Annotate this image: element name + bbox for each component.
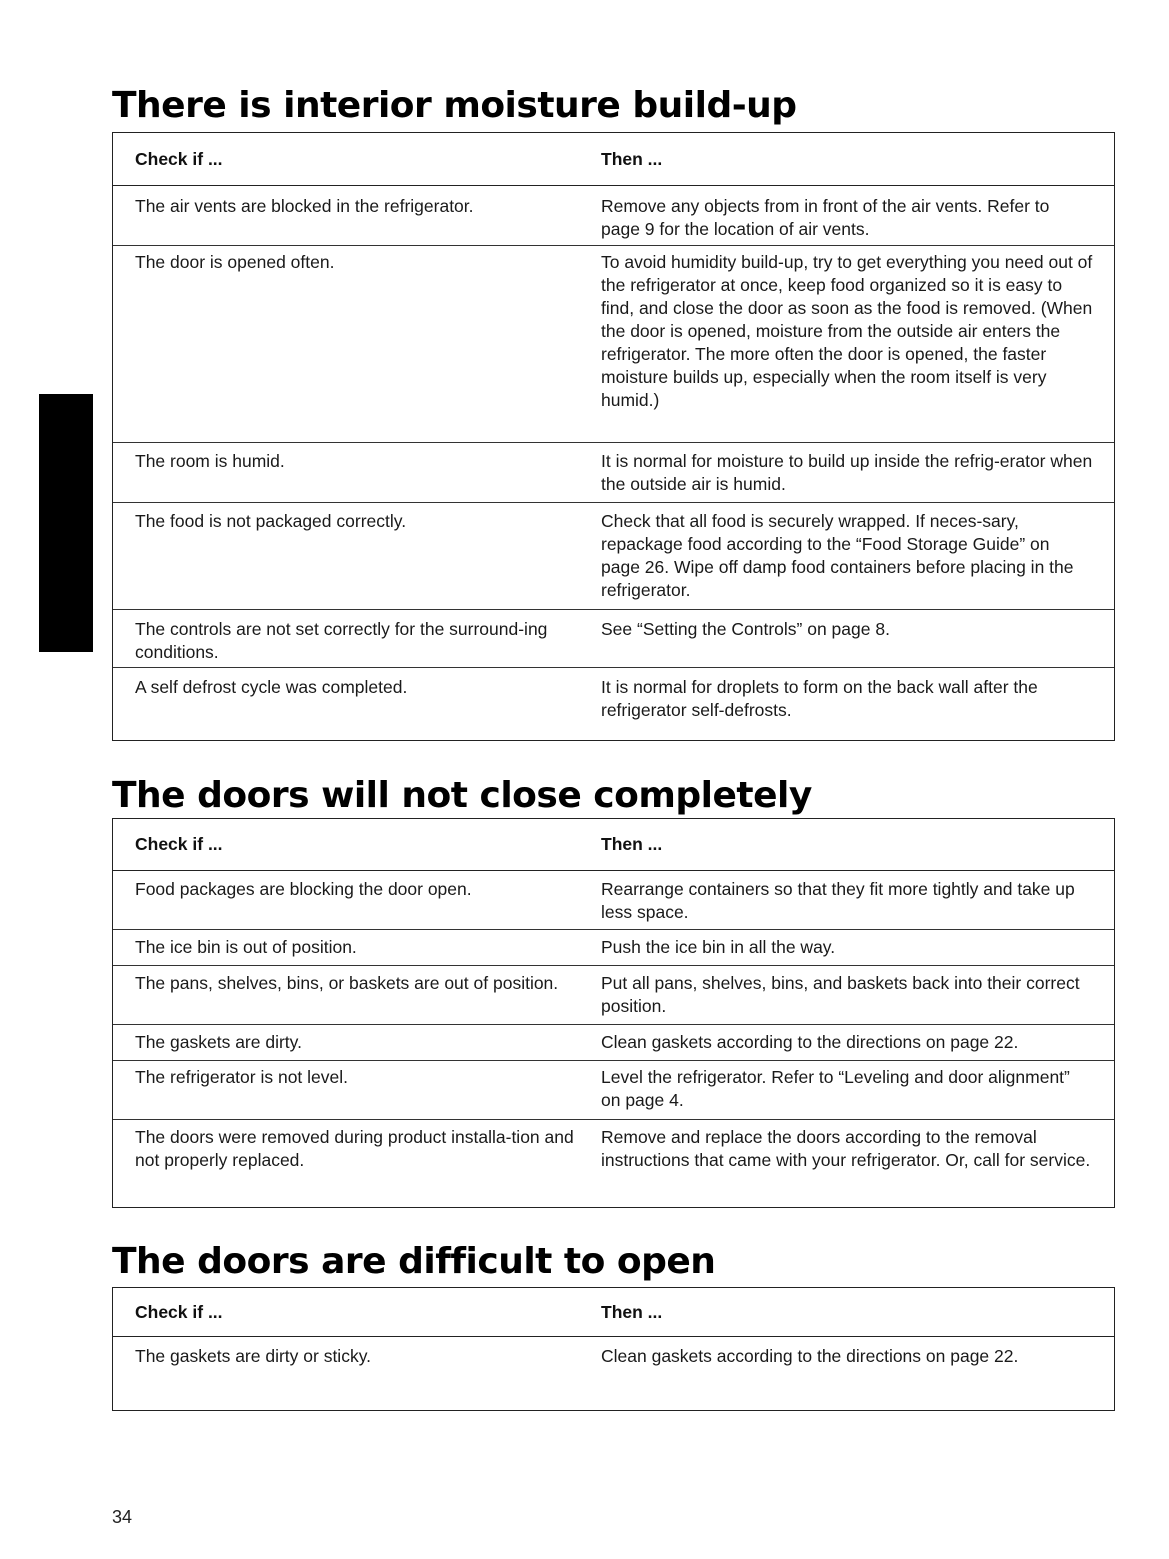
- troubleshooting-table: [112, 132, 1115, 741]
- table-row: [113, 1337, 1114, 1410]
- then-cell: Push the ice bin in all the way.: [601, 937, 836, 957]
- header-check-if: Check if ...: [135, 1301, 223, 1322]
- page-number: 34: [112, 1507, 133, 1527]
- then-cell: To avoid humidity build-up, try to get everything you need out of the refrigerator at once, keep food organized so it is easy to find, and close the door as soon as the food is removed. (When the door is opened, moisture from the outside air enters the refrigerator. The more often the door is opened, the faster moisture builds up, especially when the room itself is very humid.): [601, 252, 1093, 410]
- troubleshooting-table: [112, 818, 1115, 1208]
- check-cell: A self defrost cycle was completed.: [135, 677, 408, 697]
- section-title: The doors are difficult to open: [112, 1241, 716, 1282]
- table-row: [113, 246, 1114, 443]
- then-cell: Level the refrigerator. Refer to “Leveling and door alignment” on page 4.: [601, 1067, 1070, 1110]
- section-title: There is interior moisture build-up: [112, 85, 797, 126]
- then-cell: Put all pans, shelves, bins, and baskets back into their correct position.: [601, 973, 1080, 1016]
- then-cell: Remove any objects from in front of the air vents. Refer to page 9 for the location of air vents.: [601, 196, 1050, 239]
- table-header: [113, 133, 1114, 186]
- table-row: [113, 930, 1114, 966]
- then-cell: Clean gaskets according to the directions on page 22.: [601, 1346, 1019, 1366]
- header-then: Then ...: [601, 1301, 663, 1322]
- header-then: Then ...: [601, 834, 663, 854]
- table-row: [113, 871, 1114, 930]
- header-then: Then ...: [601, 148, 663, 169]
- check-cell: The food is not packaged correctly.: [135, 511, 407, 531]
- table-header: [113, 819, 1114, 871]
- then-cell: Remove and replace the doors according to the removal instructions that came with your refrigerator. Or, call for service.: [601, 1127, 1091, 1170]
- table-row: [113, 966, 1114, 1025]
- table-row: [113, 1120, 1114, 1207]
- table-row: [113, 443, 1114, 503]
- check-cell: The controls are not set correctly for the surround-ing conditions.: [135, 619, 548, 662]
- table-row: [113, 503, 1114, 610]
- header-check-if: Check if ...: [135, 834, 223, 854]
- then-cell: It is normal for moisture to build up inside the refrig-erator when the outside air is humid.: [601, 451, 1093, 494]
- check-cell: Food packages are blocking the door open.: [135, 879, 472, 899]
- check-cell: The gaskets are dirty.: [135, 1032, 302, 1052]
- check-cell: The refrigerator is not level.: [135, 1067, 349, 1087]
- then-cell: Rearrange containers so that they fit more tightly and take up less space.: [601, 879, 1075, 922]
- check-cell: The doors were removed during product installa-tion and not properly replaced.: [135, 1127, 574, 1170]
- then-cell: It is normal for droplets to form on the back wall after the refrigerator self-defrosts.: [601, 677, 1038, 720]
- check-cell: The ice bin is out of position.: [135, 937, 357, 957]
- table-row: [113, 668, 1114, 740]
- then-cell: Clean gaskets according to the directions on page 22.: [601, 1032, 1019, 1052]
- table-row: [113, 186, 1114, 246]
- check-cell: The room is humid.: [135, 451, 285, 471]
- check-cell: The gaskets are dirty or sticky.: [135, 1346, 372, 1366]
- table-row: [113, 1025, 1114, 1061]
- table-header: [113, 1288, 1114, 1337]
- troubleshooting-table: [112, 1287, 1115, 1411]
- then-cell: See “Setting the Controls” on page 8.: [601, 619, 890, 639]
- then-cell: Check that all food is securely wrapped. If neces-sary, repackage food according to the “Food Storage Guide” on page 26. Wipe off damp food containers before placing in the refrigerator.: [601, 511, 1074, 600]
- check-cell: The pans, shelves, bins, or baskets are out of position.: [135, 973, 559, 993]
- check-cell: The door is opened often.: [135, 252, 335, 272]
- table-row: [113, 610, 1114, 668]
- section-title: The doors will not close completely: [112, 775, 812, 816]
- header-check-if: Check if ...: [135, 148, 223, 169]
- table-row: [113, 1061, 1114, 1120]
- check-cell: The air vents are blocked in the refrigerator.: [135, 196, 474, 216]
- section-thumb-tab: [39, 394, 93, 652]
